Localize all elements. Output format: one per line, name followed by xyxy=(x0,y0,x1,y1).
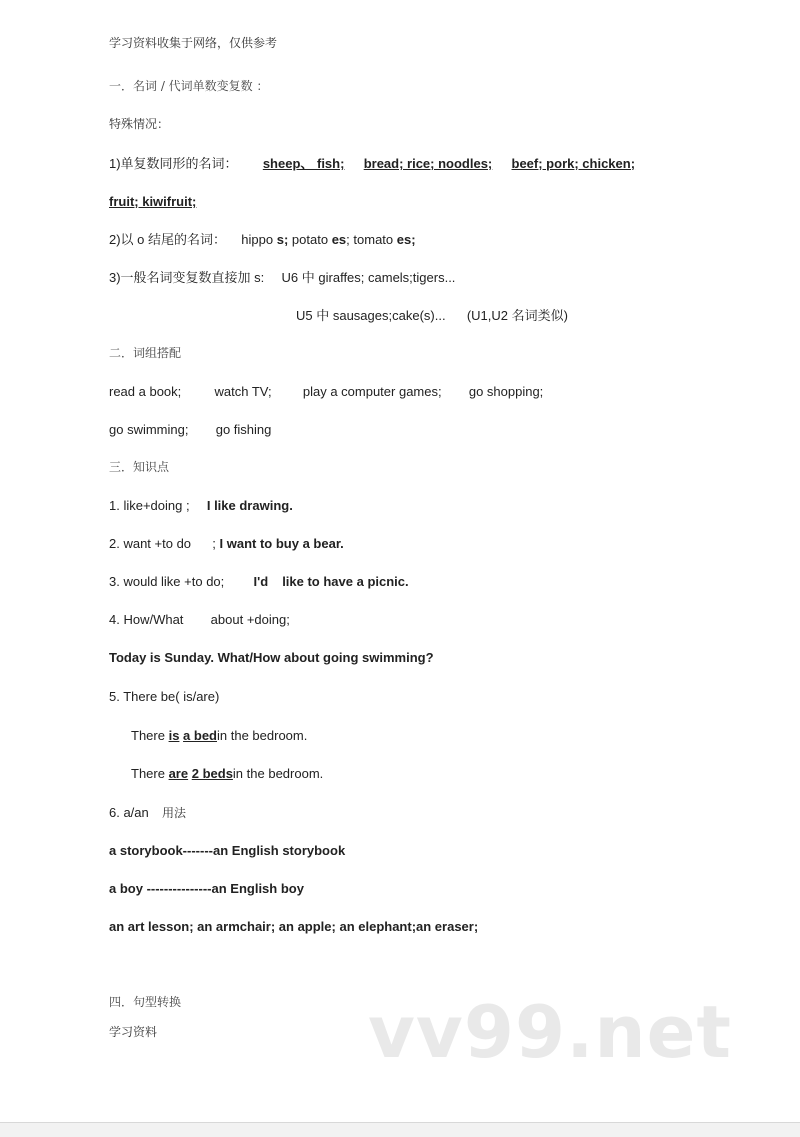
page-header: 学习资料收集于网络，仅供参考 xyxy=(109,36,278,50)
rule-3-u5: U5 中 sausages;cake(s)... xyxy=(296,308,446,323)
page-footer: 学习资料 xyxy=(109,1025,158,1039)
point-5: 5. There be( is/are) xyxy=(109,689,220,704)
point-6-example-1: a storybook-------an English storybook xyxy=(109,843,346,858)
rule-3-note: (U1,U2 名词类似) xyxy=(466,308,568,323)
phrases-row-1 xyxy=(109,384,543,400)
point-3: 3. would like +to do; I'd like to have a picnic. xyxy=(109,574,409,589)
special-cases-label: 特殊情况： xyxy=(109,117,170,131)
point-5-example-2: There are 2 bedsin the bedroom. xyxy=(131,766,324,781)
point-3-example: I'd like to have a picnic. xyxy=(253,574,409,589)
rule-2-example: hippo s; xyxy=(241,232,289,247)
phrase: go shopping; xyxy=(468,384,544,399)
rule-3-u6: U6 中 giraffes; camels;tigers... xyxy=(281,270,456,285)
rule-2-example: tomato es; xyxy=(353,232,416,247)
rule-1-continued: fruit; kiwifruit; xyxy=(109,194,197,209)
rule-1-label: 1)单复数同形的名词： xyxy=(109,156,238,171)
point-2-example: I want to buy a bear. xyxy=(219,536,344,551)
rule-1-group: bread; rice; noodles; xyxy=(363,156,493,171)
rule-2-line xyxy=(109,232,416,248)
point-2: 2. want +to do ; I want to buy a bear. xyxy=(109,536,344,551)
rule-2-example: potato es; xyxy=(291,232,350,247)
phrase: watch TV; xyxy=(214,384,272,399)
rule-1-group: beef; pork; chicken; xyxy=(511,156,636,171)
point-4-example: Today is Sunday. What/How about going swimming? xyxy=(109,650,434,665)
phrase: play a computer games; xyxy=(302,384,442,399)
rule-3-line xyxy=(109,270,455,286)
point-6-example-2: a boy ---------------an English boy xyxy=(109,881,304,896)
section-3-heading: 三．知识点 xyxy=(109,460,170,474)
rule-3-u5-line xyxy=(296,308,568,324)
rule-2-label: 2)以 o 结尾的名词： xyxy=(109,232,227,247)
section-1-heading: 一．名词 / 代词单数变复数 ： xyxy=(109,79,269,93)
point-1-example: I like drawing. xyxy=(206,498,293,513)
rule-1-line xyxy=(109,156,635,172)
phrase: read a book; xyxy=(109,384,182,399)
section-4-heading: 四．句型转换 xyxy=(109,995,182,1009)
point-6: 6. a/an 用法 xyxy=(109,805,187,820)
phrase: go swimming; xyxy=(109,422,189,437)
point-6-example-3: an art lesson; an armchair; an apple; an elephant;an eraser; xyxy=(109,919,479,934)
rule-1-group: sheep、 fish; xyxy=(262,156,345,171)
rule-3-label: 3)一般名词变复数直接加 s: xyxy=(109,270,265,285)
phrase: go fishing xyxy=(215,422,272,437)
watermark: vv99.net xyxy=(368,990,732,1074)
section-2-heading: 二．词组搭配 xyxy=(109,346,182,360)
point-5-example-1: There is a bedin the bedroom. xyxy=(131,728,308,743)
phrases-row-2 xyxy=(109,422,271,438)
point-1: 1. like+doing ; I like drawing. xyxy=(109,498,293,513)
point-4: 4. How/What about +doing; xyxy=(109,612,290,627)
